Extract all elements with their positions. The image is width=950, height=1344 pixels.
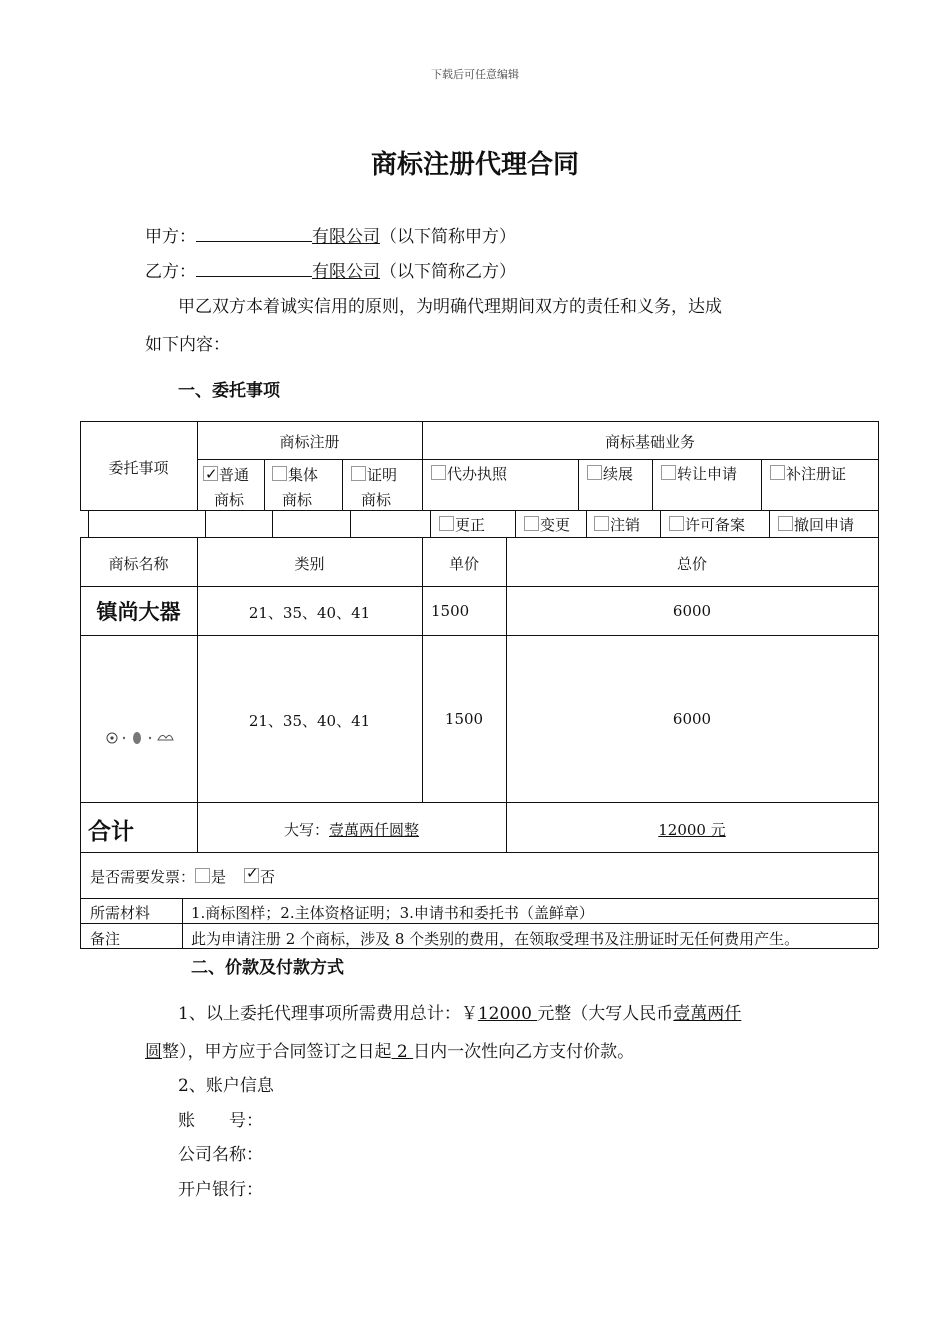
header-note: 下载后可任意编辑 [431, 68, 519, 81]
checkbox-icon[interactable] [439, 516, 454, 531]
checkbox-icon[interactable] [661, 465, 676, 480]
checkbox-checked-icon[interactable] [203, 466, 218, 481]
checkbox-icon[interactable] [431, 465, 446, 480]
remarks-label: 备注 [90, 930, 121, 948]
sum-label: 合计 [88, 819, 134, 845]
remarks-value: 此为申请注册 2 个商标，涉及 8 个类别的费用，在领取受理书及注册证时无任何费用产生。 [191, 930, 800, 948]
row2-category: 21、35、40、41 [248, 712, 371, 730]
payment-line-2: 圆整），甲方应于合同签订之日起 2 日内一次性向乙方支付价款。 [145, 1042, 635, 1062]
row2-total: 6000 [672, 710, 712, 728]
checkbox-icon[interactable] [778, 516, 793, 531]
payment-line-1: 1、以上委托代理事项所需费用总计：￥12000 元整（大写人民币壹萬两仟 [178, 1004, 742, 1024]
row1-category: 21、35、40、41 [248, 604, 371, 622]
company-name-label: 公司名称： [178, 1145, 263, 1165]
row1-total: 6000 [672, 602, 712, 620]
invoice-row: 是否需要发票： 是✓ 否 [90, 866, 275, 887]
sum-caps: 大写：壹萬两仟圆整 [283, 821, 420, 839]
party-a-line: 甲方： 有限公司（以下简称甲方） [145, 227, 516, 247]
party-b-line: 乙方： 有限公司（以下简称乙方） [145, 262, 516, 282]
materials-label: 所需材料 [90, 904, 151, 922]
basic-header: 商标基础业务 [604, 433, 695, 451]
basic-option-transfer[interactable]: 转让申请 [661, 463, 737, 484]
checkbox-icon[interactable] [587, 465, 602, 480]
account-number-label: 账 号： [178, 1111, 263, 1131]
checkbox-icon[interactable] [594, 516, 609, 531]
basic-option-correction[interactable]: 更正 [439, 514, 485, 535]
basic-option-license[interactable]: 代办执照 [431, 463, 507, 484]
col-header-unit-price: 单价 [448, 555, 479, 573]
reg-option-collective[interactable]: 集体 商标 [272, 463, 318, 513]
document-title: 商标注册代理合同 [370, 150, 579, 180]
intro-line-1: 甲乙双方本着诚实信用的原则，为明确代理期间双方的责任和义务，达成 [178, 297, 722, 317]
bank-label: 开户银行： [178, 1180, 263, 1200]
party-b-blank[interactable] [196, 261, 312, 277]
section-2-heading: 二、价款及付款方式 [191, 958, 344, 978]
reg-option-ordinary[interactable]: ✓普通 商标 [203, 463, 249, 513]
row2-unit-price: 1500 [444, 710, 484, 728]
invoice-no-checkbox-icon[interactable] [244, 868, 259, 883]
basic-option-withdraw[interactable]: 撤回申请 [778, 514, 854, 535]
trademark-logo-image [100, 728, 180, 748]
section-1-heading: 一、委托事项 [178, 381, 280, 401]
trademark-name-text: 镇尚大器 [96, 600, 181, 624]
col-header-name: 商标名称 [108, 555, 169, 573]
entrust-label: 委托事项 [108, 459, 169, 477]
reg-option-certification[interactable]: 证明 商标 [351, 463, 397, 513]
party-a-blank[interactable] [196, 226, 312, 242]
account-info-heading: 2、账户信息 [178, 1076, 274, 1096]
row1-unit-price: 1500 [431, 602, 470, 620]
basic-option-change[interactable]: 变更 [524, 514, 570, 535]
checkbox-icon[interactable] [770, 465, 785, 480]
checkbox-icon[interactable] [524, 516, 539, 531]
col-header-total: 总价 [676, 555, 707, 573]
col-header-category: 类别 [294, 555, 325, 573]
basic-option-reissue[interactable]: 补注册证 [770, 463, 846, 484]
checkbox-icon[interactable] [272, 466, 287, 481]
intro-line-2: 如下内容： [145, 335, 230, 355]
checkbox-icon[interactable] [351, 466, 366, 481]
invoice-yes-checkbox-icon[interactable] [195, 868, 210, 883]
sum-total: 12000 元 [658, 821, 726, 839]
checkbox-icon[interactable] [669, 516, 684, 531]
materials-value: 1.商标图样；2.主体资格证明；3.申请书和委托书（盖鲜章） [191, 904, 594, 922]
reg-header: 商标注册 [279, 433, 340, 451]
basic-option-renewal[interactable]: 续展 [587, 463, 633, 484]
basic-option-license-filing[interactable]: 许可备案 [669, 514, 745, 535]
basic-option-cancel[interactable]: 注销 [594, 514, 640, 535]
